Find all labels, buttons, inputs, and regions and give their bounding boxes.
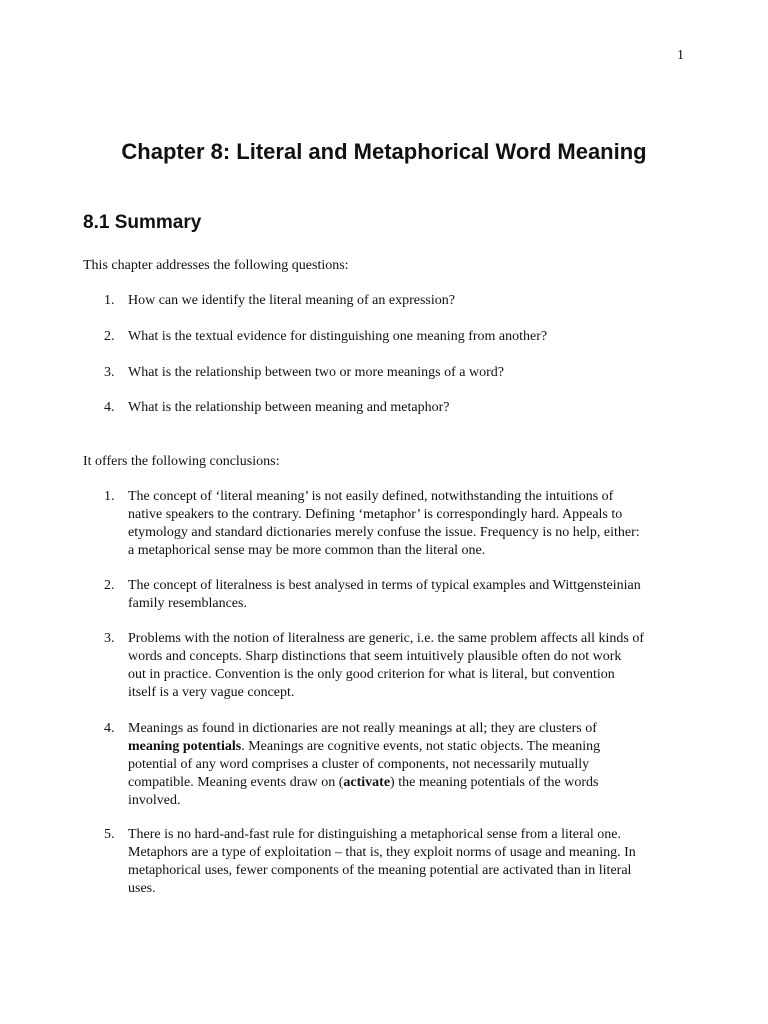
text-line: The concept of literalness is best analysed in terms of typical examples and Wittgensteinian [128,578,641,593]
text-line: Problems with the notion of literalness are generic, i.e. the same problem affects all kinds of [128,631,645,646]
text-fragment: ) the meaning potentials of the words [390,775,599,790]
list-number: 1. [104,293,115,308]
text-line: etymology and standard dictionaries merely confuse the issue. Frequency is no help, either: [128,525,640,540]
list-text [128,577,693,613]
list-text [128,488,693,560]
chapter-title: Chapter 8: Literal and Metaphorical Word Meaning [121,139,647,164]
list-text [128,630,693,702]
text-line: The concept of ‘literal meaning’ is not easily defined, notwithstanding the intuitions of [128,489,614,504]
list-text [128,720,693,810]
list-text [128,826,693,898]
intro-paragraph: This chapter addresses the following questions: [83,258,349,273]
text-line: metaphorical uses, fewer components of the meaning potential are activated than in literal [128,863,632,878]
text-line: a metaphorical sense may be more common than the literal one. [128,543,486,558]
list-number: 5. [104,827,115,842]
bold-term-activate: activate [343,775,391,790]
list-text: What is the textual evidence for distinguishing one meaning from another? [128,329,548,344]
text-line: uses. [128,881,156,896]
conclusions-intro: It offers the following conclusions: [83,454,280,469]
list-number: 2. [104,329,115,344]
list-number: 3. [104,365,115,380]
text-line: native speakers to the contrary. Defining ‘metaphor’ is correspondingly hard. Appeals to [128,507,623,522]
list-text: What is the relationship between two or more meanings of a word? [128,365,504,380]
section-heading: 8.1 Summary [83,212,202,233]
text-line: Metaphors are a type of exploitation – that is, they exploit norms of usage and meaning. In [128,845,636,860]
text-line: Meanings as found in dictionaries are not really meanings at all; they are clusters of [128,721,597,736]
list-number: 3. [104,631,115,646]
page-number: 1 [677,48,684,63]
list-number: 1. [104,489,115,504]
list-number: 4. [104,400,115,415]
text-line: words and concepts. Sharp distinctions that seem intuitively plausible often do not work [128,649,622,664]
list-number: 4. [104,721,115,736]
text-line: family resemblances. [128,596,247,611]
text-line: itself is a very vague concept. [128,685,295,700]
text-line: involved. [128,793,181,808]
text-line: There is no hard-and-fast rule for distinguishing a metaphorical sense from a literal one. [128,827,621,842]
text-line: out in practice. Convention is the only good criterion for what is literal, but convention [128,667,615,682]
bold-term-meaning-potentials: meaning potentials [128,739,242,754]
list-text: What is the relationship between meaning and metaphor? [128,400,450,415]
text-line: potential of any word comprises a cluster of components, not necessarily mutually [128,757,590,772]
text-fragment: . Meanings are cognitive events, not static objects. The meaning [241,739,601,754]
text-fragment: compatible. Meaning events draw on ( [128,775,344,790]
list-text: How can we identify the literal meaning of an expression? [128,293,455,308]
list-number: 2. [104,578,115,593]
